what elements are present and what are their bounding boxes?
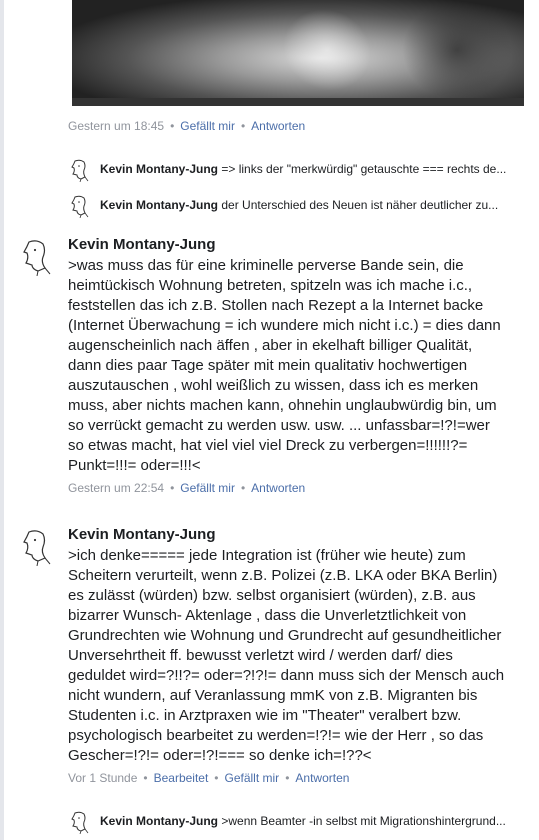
- like-link[interactable]: Gefällt mir: [224, 771, 280, 785]
- avatar[interactable]: [18, 238, 56, 276]
- timestamp: Vor 1 Stunde: [68, 771, 138, 785]
- timestamp: Gestern um 22:54: [68, 481, 165, 495]
- reply-preview[interactable]: [68, 194, 528, 218]
- edited-link[interactable]: Bearbeitet: [153, 771, 209, 785]
- reply-link[interactable]: Antworten: [251, 481, 306, 495]
- like-link[interactable]: Gefällt mir: [180, 119, 235, 133]
- comment-meta: Vor 1 Stunde • Bearbeitet • Gefällt mir • Antworten: [68, 771, 350, 785]
- author-name[interactable]: Kevin Montany-Jung: [100, 814, 219, 828]
- reply-snippet: >wenn Beamter -in selbst mit Migrationshintergrund...: [221, 814, 506, 828]
- photo-attachment[interactable]: [72, 0, 524, 106]
- reply-link[interactable]: Antworten: [251, 119, 306, 133]
- reply-snippet: => links der "merkwürdig" getauschte === rechts de...: [221, 162, 507, 176]
- author-name[interactable]: Kevin Montany-Jung: [100, 198, 219, 212]
- like-link[interactable]: Gefällt mir: [180, 481, 235, 495]
- left-divider: [0, 0, 4, 840]
- avatar: [68, 810, 92, 834]
- comment-text: >was muss das für eine kriminelle perverse Bande sein, die heimtückisch Wohnung betreten, spitzeln was ich mache i.c., feststellen das ich z.B. Stollen nach Rezept a la Internet backe (Internet Überwachung = ich wundere mich nicht i.c.) = dies dann augenscheinlich nach äffen , aber in ekelhaft billiger Qualität, dann dies paar Tage später mit mein qualitativ hochwertigen auszutauschen , wohl weißlich zu wissen, dass ich es merken muss, aber nichts machen kann, ohnehin unglaubwürdig bin, um so verrückt gemacht zu werden usw. usw. ... unfassbar=!?!=wer so etwas macht, hat viel viel viel Dreck zu verbergen=!!!!!!?= Punkt=!!!= oder=!!!<: [68, 257, 501, 474]
- timestamp: Gestern um 18:45: [68, 119, 165, 133]
- avatar[interactable]: [18, 528, 56, 566]
- reply-preview[interactable]: [68, 158, 528, 182]
- avatar: [68, 194, 92, 218]
- author-name[interactable]: Kevin Montany-Jung: [100, 162, 219, 176]
- reply-link[interactable]: Antworten: [295, 771, 350, 785]
- avatar: [68, 158, 92, 182]
- reply-preview[interactable]: [68, 810, 528, 834]
- comment-meta: Gestern um 22:54 • Gefällt mir • Antworten: [68, 481, 306, 495]
- reply-snippet: der Unterschied des Neuen ist näher deutlicher zu...: [221, 198, 499, 212]
- author-name[interactable]: Kevin Montany-Jung: [68, 526, 216, 543]
- author-name[interactable]: Kevin Montany-Jung: [68, 236, 216, 253]
- photo-comment-meta: Gestern um 18:45 • Gefällt mir • Antworten: [68, 119, 306, 133]
- comment-text: >ich denke===== jede Integration ist (früher wie heute) zum Scheitern verurteilt, wenn z.B. Polizei (z.B. LKA oder BKA Berlin) es zulässt (würden) bzw. selbst organisiert (würden), z.B. aus bizarrer Wunsch- Aktenlage , dass die Unverletztlichkeit von Grundrechten wie Wohnung und Grundrecht auf gesundheitlicher Unversehrtheit ff. bewusst verletzt wird / werden darf/ dies geduldet wird=?!!?= oder=?!?!= dann muss sich der Mensch auch nicht wundern, auf Veranlassung mmK von z.B. Migranten bis Studenten i.c. in Arztpraxen wie im "Theater" veralbert bzw. psychologisch bearbeitet zu werden=!?!= wie der Herr , so das Gescher=!?!= oder=!?!=== so denke ich=!??<: [68, 547, 505, 764]
